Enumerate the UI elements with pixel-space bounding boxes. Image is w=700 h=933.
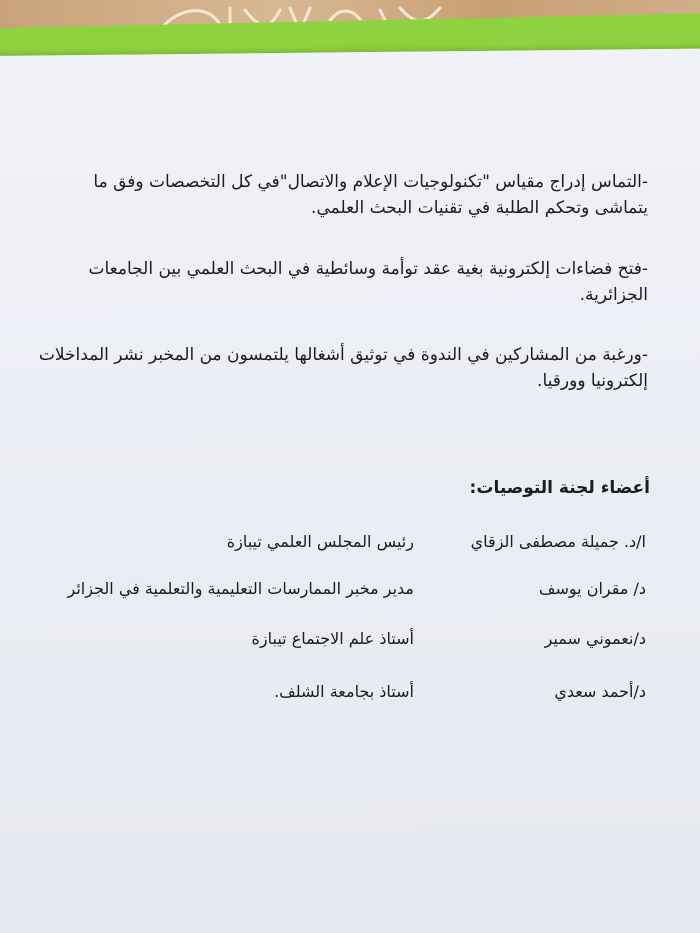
member-role: أستاذ علم الاجتماع تيبازة <box>251 628 414 648</box>
paragraph-line: -فتح فضاءات إلكترونية بغية عقد توأمة وسائطية في البحث العلمي بين الجامعات <box>88 258 648 279</box>
paragraph-line: -التماس إدراج مقياس "تكنولوجيات الإعلام والاتصال"في كل التخصصات وفق ما <box>93 171 648 192</box>
paragraph-line: -ورغبة من المشاركين في الندوة في توثيق أشغالها يلتمسون من المخبر نشر المداخلات <box>38 344 648 365</box>
committee-heading: أعضاء لجنة التوصيات: <box>469 477 650 498</box>
document-page <box>0 48 700 933</box>
document-content <box>0 56 700 933</box>
member-name: د/ مقران يوسف <box>538 578 646 598</box>
recommendation-paragraph <box>48 256 648 308</box>
member-role: أستاذ بجامعة الشلف. <box>274 681 414 701</box>
paragraph-line: يتماشى وتحكم الطلبة في تقنيات البحث العلمي. <box>311 197 648 218</box>
member-role: مدير مخبر الممارسات التعليمية والتعلمية في الجزائر <box>67 578 414 598</box>
member-role: رئيس المجلس العلمي تيبازة <box>226 531 414 551</box>
recommendation-paragraph <box>38 342 648 394</box>
paragraph-line: الجزائرية. <box>579 284 648 305</box>
member-name: د/نعموني سمير <box>544 628 646 648</box>
paragraph-line: إلكترونيا وورقيا. <box>537 370 648 391</box>
recommendation-paragraph <box>48 169 648 221</box>
member-name: د/أحمد سعدي <box>554 681 646 701</box>
member-name: ا/د. جميلة مصطفى الزقاي <box>470 531 646 551</box>
